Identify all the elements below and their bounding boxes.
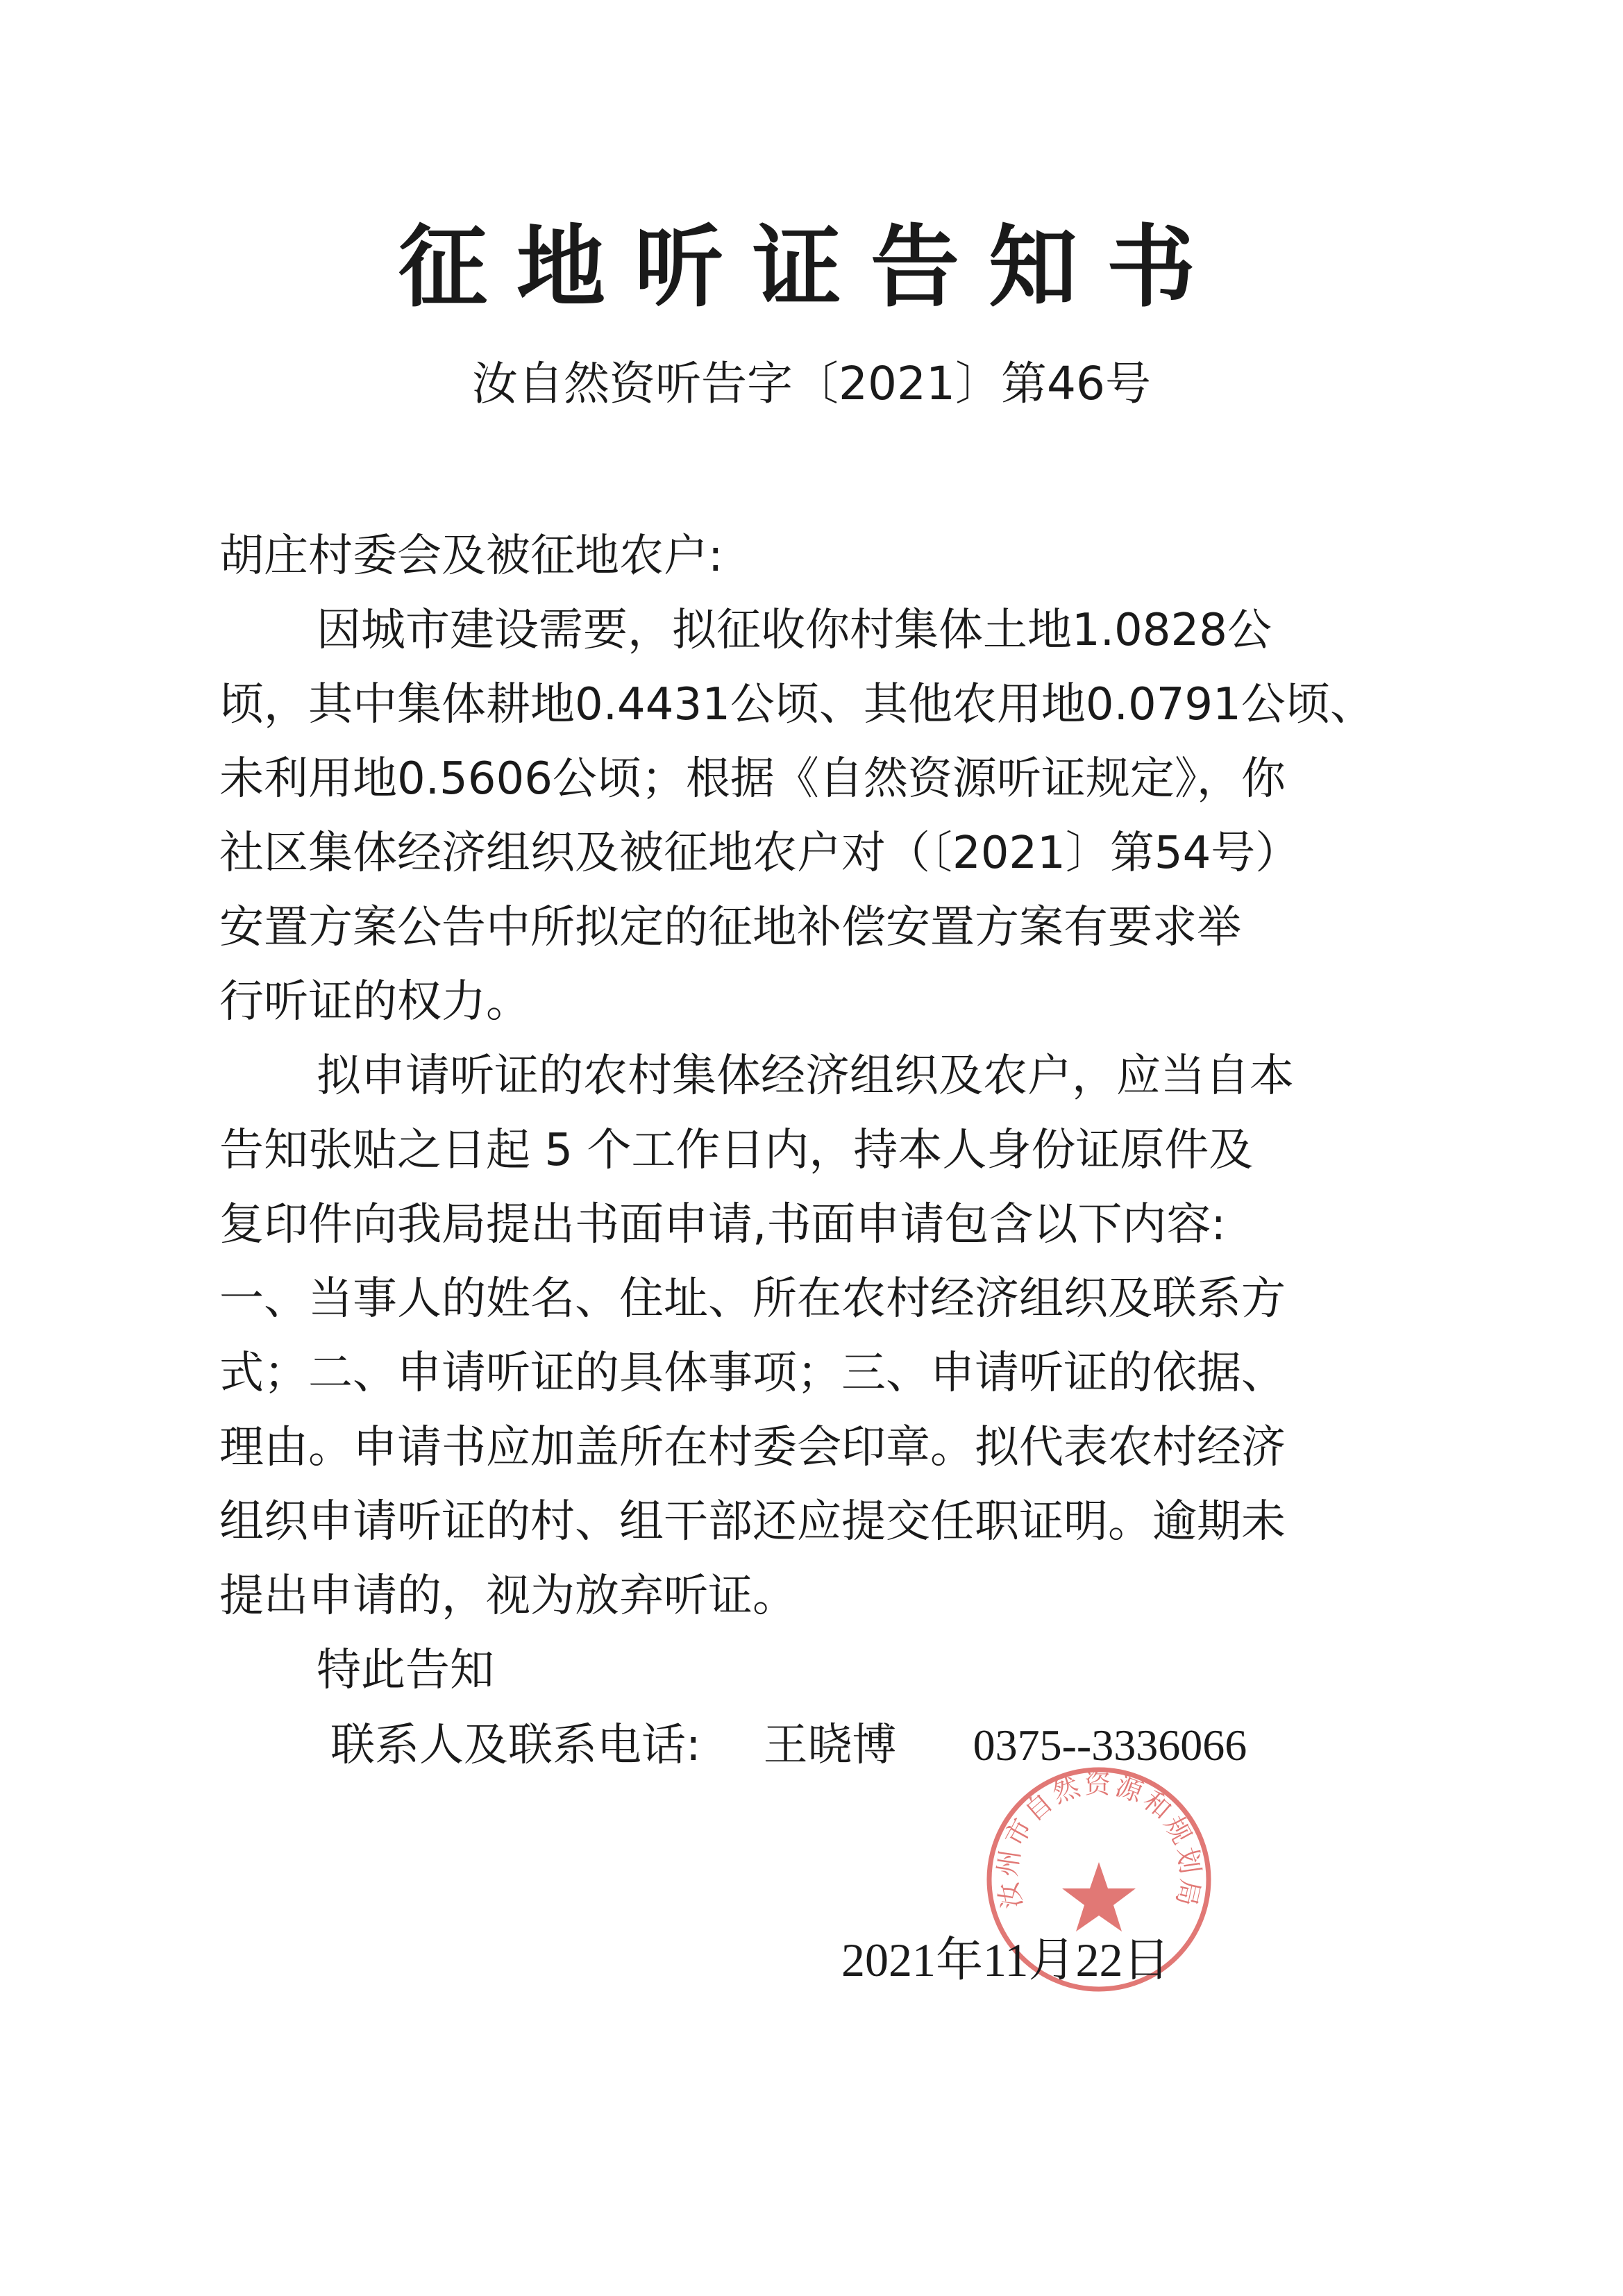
seal-text: 汝州市自然资源和规划局 bbox=[991, 1768, 1206, 1912]
document-number: 汝自然资听告字〔2021〕第46号 bbox=[472, 357, 1151, 410]
paragraph-2-line: 式；二、申请听证的具体事项；三、申请听证的依据、 bbox=[219, 1348, 1286, 1399]
paragraph-2-line: 拟申请听证的农村集体经济组织及农户，应当自本 bbox=[317, 1050, 1294, 1102]
paragraph-2-line: 理由。申请书应加盖所在村委会印章。拟代表农村经济 bbox=[219, 1422, 1286, 1473]
paragraph-2-line: 提出申请的，视为放弃听证。 bbox=[219, 1570, 797, 1622]
contact-line bbox=[219, 1708, 1413, 1782]
contact-phone: 0375--3336066 bbox=[973, 1720, 1247, 1770]
paragraph-1-line: 顷，其中集体耕地0.4431公顷、其他农用地0.0791公顷、 bbox=[219, 679, 1374, 730]
contact-label: 联系人及联系电话: bbox=[330, 1720, 701, 1771]
paragraph-2-line: 一、当事人的姓名、住址、所在农村经济组织及联系方 bbox=[219, 1273, 1286, 1325]
document-date: 2021年11月22日 bbox=[841, 1934, 1170, 1986]
paragraph-2-line: 告知张贴之日起 5 个工作日内，持本人身份证原件及 bbox=[219, 1125, 1254, 1176]
paragraph-1-line: 行听证的权力。 bbox=[219, 976, 530, 1028]
paragraph-2-line: 复印件向我局提出书面申请,书面申请包含以下内容: bbox=[219, 1199, 1226, 1250]
document-title: 征地听证告知书 bbox=[398, 215, 1225, 319]
paragraph-1-line: 社区集体经济组织及被征地农户对（〔2021〕第54号） bbox=[219, 828, 1300, 879]
paragraph-1-line: 因城市建设需要，拟征收你村集体土地1.0828公 bbox=[317, 605, 1272, 656]
seal-star bbox=[1062, 1862, 1136, 1932]
document-body bbox=[219, 519, 1413, 1782]
paragraph-1-line: 安置方案公告中所拟定的征地补偿安置方案有要求举 bbox=[219, 902, 1241, 953]
contact-name: 王晓博 bbox=[763, 1720, 897, 1771]
paragraph-1-line: 未利用地0.5606公顷；根据《自然资源听证规定》，你 bbox=[219, 753, 1286, 805]
closing-text: 特此告知 bbox=[317, 1645, 494, 1696]
paragraph-2-line: 组织申请听证的村、组干部还应提交任职证明。逾期未 bbox=[219, 1496, 1286, 1548]
addressee: 胡庄村委会及被征地农户: bbox=[219, 530, 723, 582]
